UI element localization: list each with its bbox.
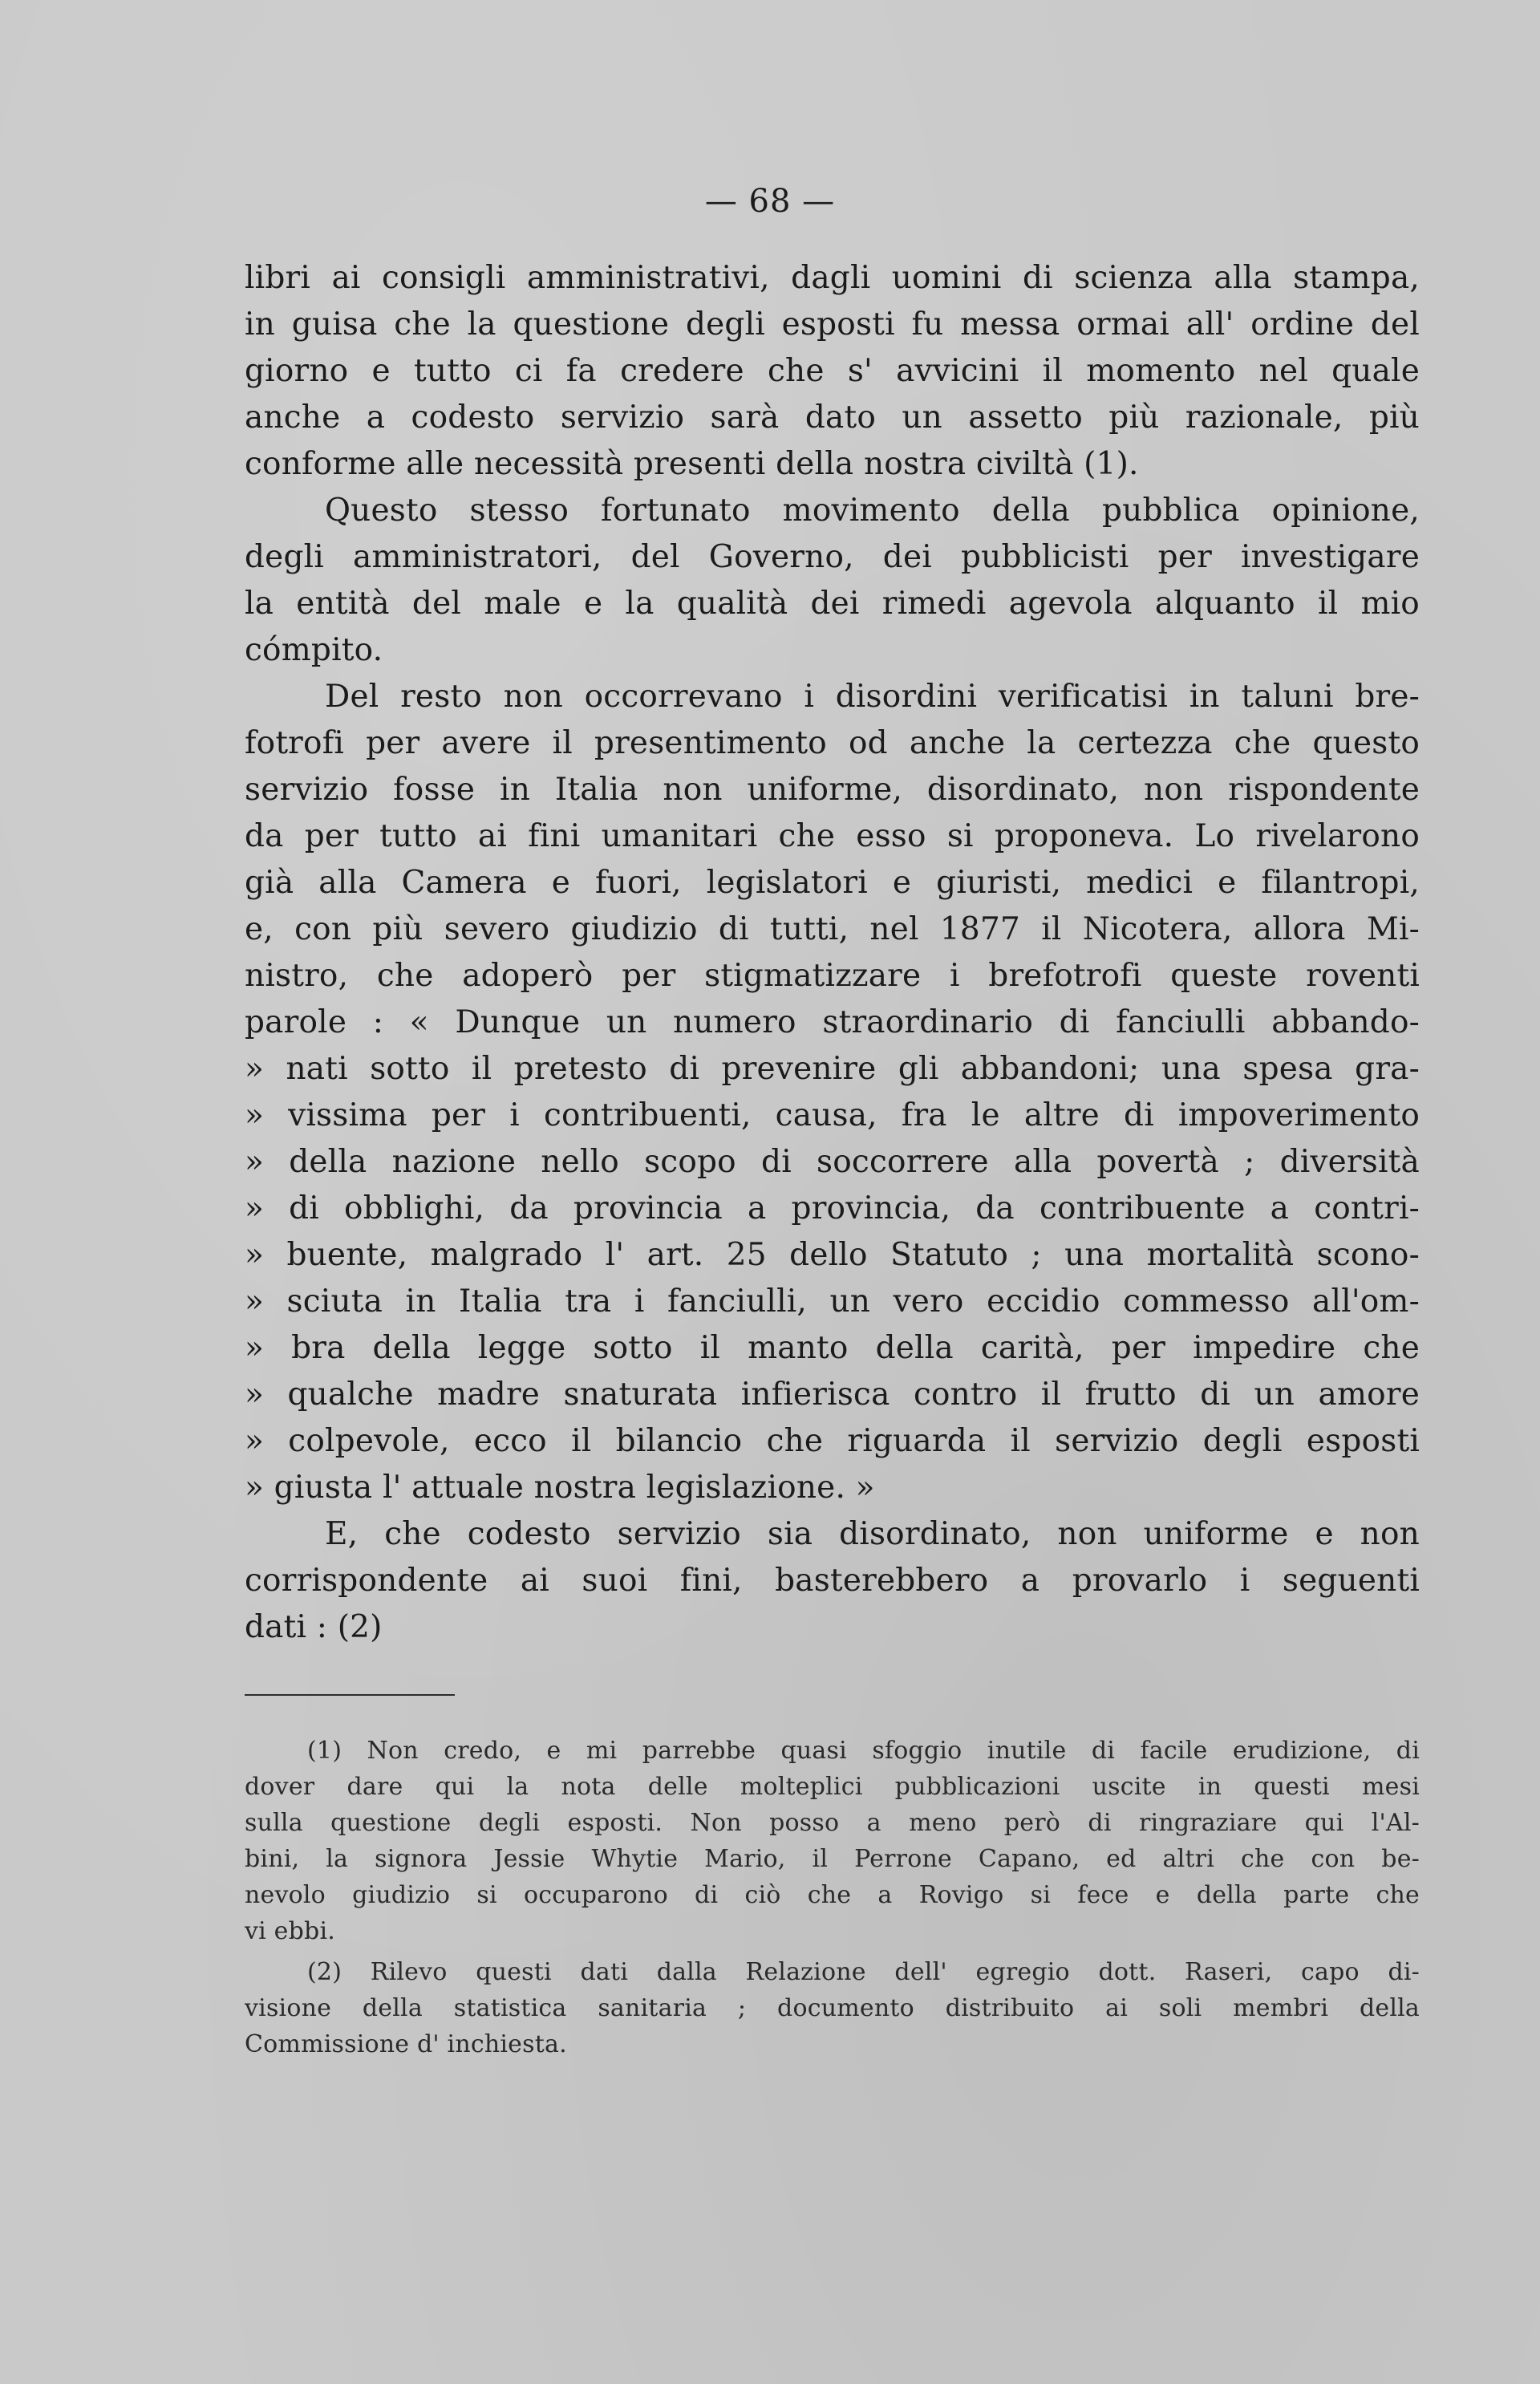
text-line: dati : (2): [245, 1609, 383, 1645]
text-line: fotrofi per avere il presentimento od anche la certezza che questo: [245, 725, 1420, 761]
text-line: » della nazione nello scopo di soccorrere alla povertà ; diversità: [245, 1144, 1420, 1180]
text-line: » giusta l' attuale nostra legislazione. »: [245, 1470, 875, 1506]
text-line: e, con più severo giudizio di tutti, nel 1877 il Nicotera, allora Mi-: [245, 911, 1420, 947]
footnote-line: (2) Rilevo questi dati dalla Relazione dell' egregio dott. Raseri, capo di-: [307, 1958, 1420, 1986]
main-text: [245, 255, 1420, 1651]
text-line: parole : « Dunque un numero straordinario di fanciulli abbando-: [245, 1004, 1420, 1040]
text-line: » vissima per i contribuenti, causa, fra le altre di impoverimento: [245, 1097, 1420, 1133]
text-line: libri ai consigli amministrativi, dagli uomini di scienza alla stampa,: [245, 260, 1420, 296]
text-line: da per tutto ai fini umanitari che esso si proponeva. Lo rivelarono: [245, 818, 1420, 854]
text-line: servizio fosse in Italia non uniforme, disordinato, non rispondente: [245, 772, 1420, 808]
text-line: degli amministratori, del Governo, dei pubblicisti per investigare: [245, 539, 1420, 575]
footnote-divider: [245, 1694, 455, 1696]
text-line: in guisa che la questione degli esposti fu messa ormai all' ordine del: [245, 306, 1420, 343]
footnote-line: bini, la signora Jessie Whytie Mario, il Perrone Capano, ed altri che con be-: [245, 1845, 1420, 1873]
text-line: anche a codesto servizio sarà dato un assetto più razionale, più: [245, 399, 1420, 436]
text-line: E, che codesto servizio sia disordinato, non uniforme e non: [325, 1516, 1420, 1552]
text-line: già alla Camera e fuori, legislatori e giuristi, medici e filantropi,: [245, 865, 1420, 901]
footnote-line: dover dare qui la nota delle molteplici pubblicazioni uscite in questi mesi: [245, 1773, 1420, 1801]
text-line: giorno e tutto ci fa credere che s' avvicini il momento nel quale: [245, 353, 1420, 389]
text-line: » sciuta in Italia tra i fanciulli, un vero eccidio commesso all'om-: [245, 1283, 1420, 1320]
text-line: Questo stesso fortunato movimento della pubblica opinione,: [325, 493, 1420, 529]
text-line: » bra della legge sotto il manto della carità, per impedire che: [245, 1330, 1420, 1366]
text-line: » qualche madre snaturata infierisca contro il frutto di un amore: [245, 1376, 1420, 1413]
footnote-line: vi ebbi.: [245, 1917, 335, 1945]
text-line: la entità del male e la qualità dei rimedi agevola alquanto il mio: [245, 586, 1420, 622]
text-line: Del resto non occorrevano i disordini verificatisi in taluni bre-: [325, 679, 1420, 715]
footnote-line: nevolo giudizio si occuparono di ciò che a Rovigo si fece e della parte che: [245, 1881, 1420, 1909]
text-line: conforme alle necessità presenti della nostra civiltà (1).: [245, 446, 1139, 482]
text-line: cómpito.: [245, 632, 383, 668]
footnotes: [245, 1733, 1420, 2062]
footnote-line: sulla questione degli esposti. Non posso a meno però di ringraziare qui l'Al-: [245, 1809, 1420, 1837]
footnote-line: Commissione d' inchiesta.: [245, 2030, 567, 2058]
text-line: nistro, che adoperò per stigmatizzare i brefotrofi queste roventi: [245, 958, 1420, 994]
text-line: » nati sotto il pretesto di prevenire gli abbandoni; una spesa gra-: [245, 1051, 1420, 1087]
page-number: — 68 —: [704, 183, 836, 220]
footnote-line: visione della statistica sanitaria ; documento distribuito ai soli membri della: [245, 1994, 1420, 2022]
text-line: » di obblighi, da provincia a provincia, da contribuente a contri-: [245, 1190, 1420, 1226]
text-line: » buente, malgrado l' art. 25 dello Statuto ; una mortalità scono-: [245, 1237, 1420, 1273]
text-line: corrispondente ai suoi fini, basterebbero a provarlo i seguenti: [245, 1563, 1420, 1599]
footnote-line: (1) Non credo, e mi parrebbe quasi sfoggio inutile di facile erudizione, di: [307, 1737, 1420, 1765]
text-line: » colpevole, ecco il bilancio che riguarda il servizio degli esposti: [245, 1423, 1420, 1459]
